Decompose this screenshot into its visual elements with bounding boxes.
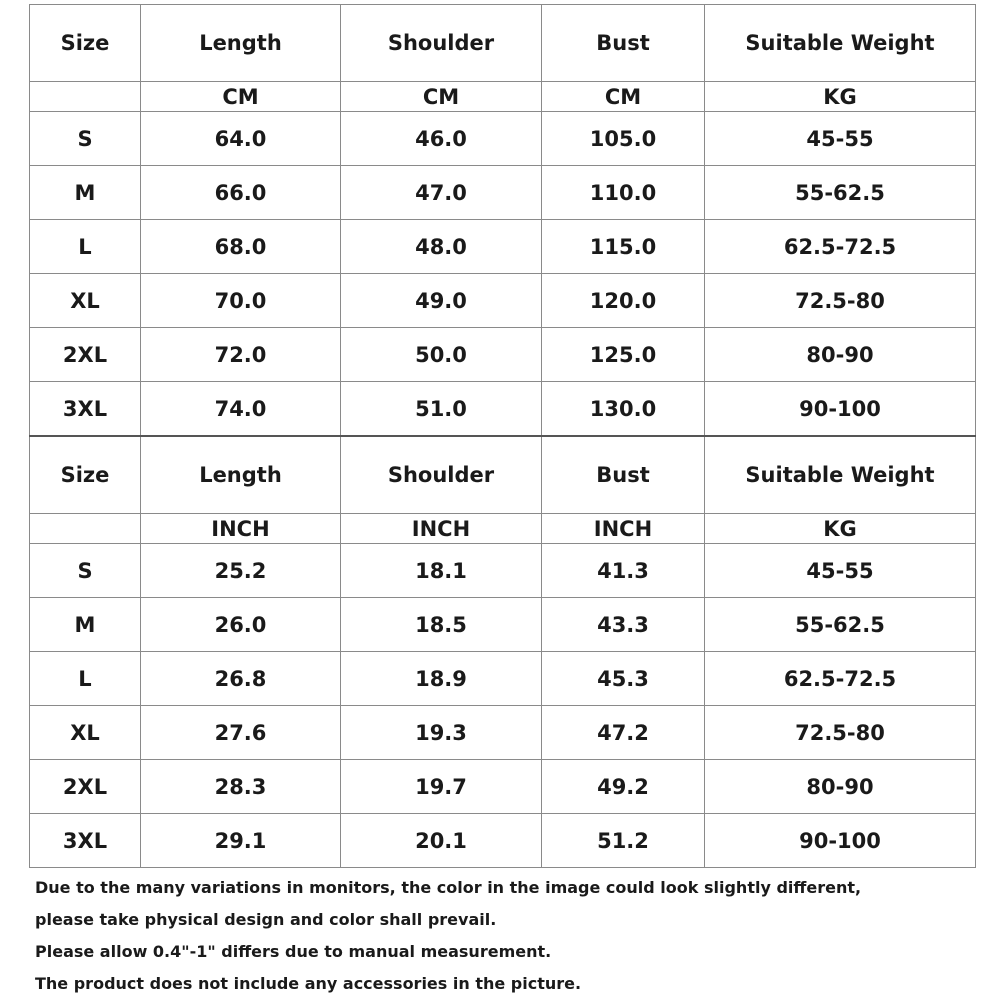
- size-cell: S: [30, 544, 141, 598]
- size-cell: L: [30, 652, 141, 706]
- value-cell: 74.0: [141, 382, 341, 437]
- header-row: [30, 5, 976, 82]
- unit-cell: CM: [141, 82, 341, 112]
- note-line: Due to the many variations in monitors, the color in the image could look slightly different,: [35, 878, 862, 897]
- column-header: Suitable Weight: [705, 436, 976, 514]
- unit-cell: INCH: [141, 514, 341, 544]
- column-header: Length: [141, 436, 341, 514]
- table-row: [30, 382, 976, 437]
- value-cell: 41.3: [542, 544, 705, 598]
- column-header: Length: [141, 5, 341, 82]
- unit-cell: [30, 82, 141, 112]
- unit-cell: KG: [705, 514, 976, 544]
- value-cell: 110.0: [542, 166, 705, 220]
- table-row: [30, 598, 976, 652]
- table-row: [30, 706, 976, 760]
- value-cell: 49.0: [341, 274, 542, 328]
- value-cell: 72.5-80: [705, 706, 976, 760]
- value-cell: 18.9: [341, 652, 542, 706]
- value-cell: 55-62.5: [705, 166, 976, 220]
- size-chart-table: [29, 4, 976, 868]
- value-cell: 68.0: [141, 220, 341, 274]
- size-cell: L: [30, 220, 141, 274]
- size-cell: XL: [30, 274, 141, 328]
- size-cell: 2XL: [30, 760, 141, 814]
- value-cell: 45.3: [542, 652, 705, 706]
- notes-block: [35, 872, 975, 1000]
- value-cell: 48.0: [341, 220, 542, 274]
- value-cell: 130.0: [542, 382, 705, 437]
- size-cell: 2XL: [30, 328, 141, 382]
- unit-row: [30, 82, 976, 112]
- value-cell: 19.3: [341, 706, 542, 760]
- unit-cell: [30, 514, 141, 544]
- value-cell: 26.0: [141, 598, 341, 652]
- size-cell: XL: [30, 706, 141, 760]
- value-cell: 115.0: [542, 220, 705, 274]
- value-cell: 80-90: [705, 760, 976, 814]
- value-cell: 62.5-72.5: [705, 652, 976, 706]
- column-header: Size: [30, 436, 141, 514]
- size-cell: S: [30, 112, 141, 166]
- header-row: [30, 436, 976, 514]
- table-row: [30, 112, 976, 166]
- column-header: Size: [30, 5, 141, 82]
- unit-cell: INCH: [542, 514, 705, 544]
- unit-cell: INCH: [341, 514, 542, 544]
- column-header: Bust: [542, 436, 705, 514]
- size-chart-body: [30, 5, 976, 868]
- value-cell: 20.1: [341, 814, 542, 868]
- value-cell: 64.0: [141, 112, 341, 166]
- value-cell: 27.6: [141, 706, 341, 760]
- size-cell: 3XL: [30, 814, 141, 868]
- value-cell: 105.0: [542, 112, 705, 166]
- value-cell: 51.2: [542, 814, 705, 868]
- table-row: [30, 814, 976, 868]
- value-cell: 120.0: [542, 274, 705, 328]
- note-line: please take physical design and color shall prevail.: [35, 910, 497, 929]
- value-cell: 80-90: [705, 328, 976, 382]
- unit-cell: CM: [341, 82, 542, 112]
- size-cell: 3XL: [30, 382, 141, 437]
- unit-cell: CM: [542, 82, 705, 112]
- value-cell: 70.0: [141, 274, 341, 328]
- value-cell: 47.0: [341, 166, 542, 220]
- column-header: Shoulder: [341, 5, 542, 82]
- table-row: [30, 544, 976, 598]
- value-cell: 50.0: [341, 328, 542, 382]
- value-cell: 29.1: [141, 814, 341, 868]
- value-cell: 45-55: [705, 112, 976, 166]
- unit-cell: KG: [705, 82, 976, 112]
- value-cell: 62.5-72.5: [705, 220, 976, 274]
- value-cell: 46.0: [341, 112, 542, 166]
- table-row: [30, 220, 976, 274]
- value-cell: 26.8: [141, 652, 341, 706]
- value-cell: 25.2: [141, 544, 341, 598]
- table-row: [30, 328, 976, 382]
- value-cell: 49.2: [542, 760, 705, 814]
- note-line: Please allow 0.4"-1" differs due to manual measurement.: [35, 942, 552, 961]
- value-cell: 51.0: [341, 382, 542, 437]
- column-header: Bust: [542, 5, 705, 82]
- column-header: Suitable Weight: [705, 5, 976, 82]
- table-row: [30, 652, 976, 706]
- value-cell: 72.5-80: [705, 274, 976, 328]
- value-cell: 66.0: [141, 166, 341, 220]
- value-cell: 28.3: [141, 760, 341, 814]
- value-cell: 90-100: [705, 814, 976, 868]
- value-cell: 90-100: [705, 382, 976, 437]
- value-cell: 43.3: [542, 598, 705, 652]
- size-cell: M: [30, 166, 141, 220]
- column-header: Shoulder: [341, 436, 542, 514]
- value-cell: 72.0: [141, 328, 341, 382]
- table-row: [30, 166, 976, 220]
- note-line: The product does not include any accessories in the picture.: [35, 974, 582, 993]
- unit-row: [30, 514, 976, 544]
- value-cell: 55-62.5: [705, 598, 976, 652]
- value-cell: 19.7: [341, 760, 542, 814]
- value-cell: 47.2: [542, 706, 705, 760]
- size-cell: M: [30, 598, 141, 652]
- value-cell: 125.0: [542, 328, 705, 382]
- table-row: [30, 274, 976, 328]
- value-cell: 45-55: [705, 544, 976, 598]
- value-cell: 18.1: [341, 544, 542, 598]
- value-cell: 18.5: [341, 598, 542, 652]
- table-row: [30, 760, 976, 814]
